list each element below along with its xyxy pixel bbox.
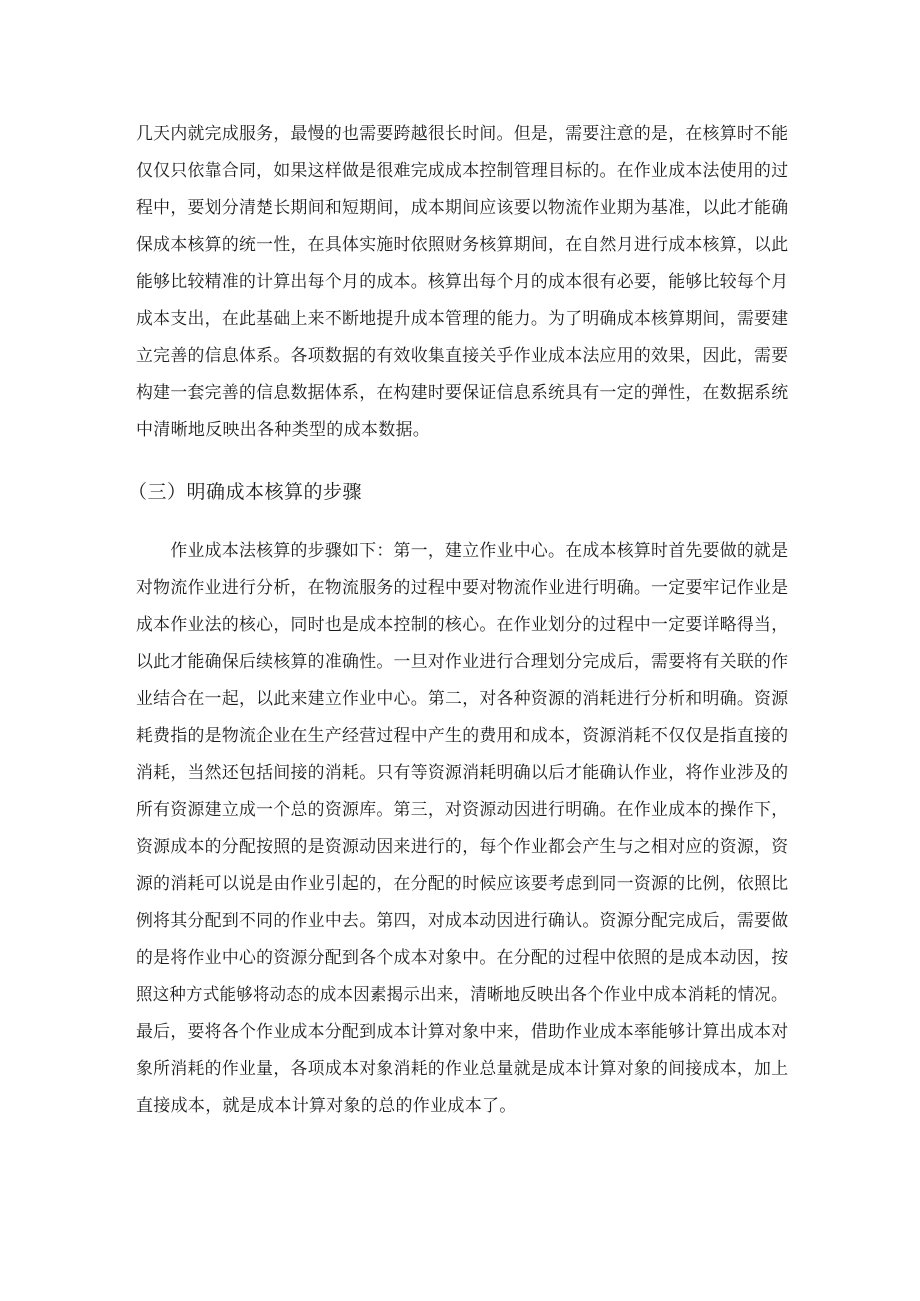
paragraph-2-line-1: 作业成本法核算的步骤如下：第一，建立作业中心。在成本核算时首先要做的就是 xyxy=(136,541,789,561)
paragraph-1-line-9: 中清晰地反映出各种类型的成本数据。 xyxy=(136,420,431,440)
paragraph-2-line-14: 最后，要将各个作业成本分配到成本计算对象中来，借助作业成本率能够计算出成本对 xyxy=(136,1022,789,1042)
paragraph-2-line-11: 例将其分配到不同的作业中去。第四，对成本动因进行确认。资源分配完成后，需要做 xyxy=(136,911,789,931)
paragraph-1-line-1: 几天内就完成服务，最慢的也需要跨越很长时间。但是，需要注意的是，在核算时不能 xyxy=(136,124,789,144)
paragraph-2-line-5: 业结合在一起，以此来建立作业中心。第二，对各种资源的消耗进行分析和明确。资源 xyxy=(136,689,789,709)
section-heading: （三）明确成本核算的步骤 xyxy=(128,481,363,503)
paragraph-1-line-6: 成本支出，在此基础上来不断地提升成本管理的能力。为了明确成本核算期间，需要建 xyxy=(136,309,789,329)
paragraph-1-line-7: 立完善的信息体系。各项数据的有效收集直接关乎作业成本法应用的效果，因此，需要 xyxy=(136,346,789,366)
paragraph-2-line-10: 源的消耗可以说是由作业引起的，在分配的时候应该要考虑到同一资源的比例，依照比 xyxy=(136,874,789,894)
paragraph-1-line-2: 仅仅只依靠合同，如果这样做是很难完成成本控制管理目标的。在作业成本法使用的过 xyxy=(136,161,789,181)
paragraph-1-line-3: 程中，要划分清楚长期间和短期间，成本期间应该要以物流作业期为基准，以此才能确 xyxy=(136,198,789,218)
paragraph-2-line-16: 直接成本，就是成本计算对象的总的作业成本了。 xyxy=(136,1096,517,1116)
paragraph-2-line-15: 象所消耗的作业量，各项成本对象消耗的作业总量就是成本计算对象的间接成本，加上 xyxy=(136,1059,789,1079)
paragraph-2-line-4: 以此才能确保后续核算的准确性。一旦对作业进行合理划分完成后，需要将有关联的作 xyxy=(136,652,789,672)
paragraph-1-line-8: 构建一套完善的信息数据体系，在构建时要保证信息系统具有一定的弹性，在数据系统 xyxy=(136,383,789,403)
paragraph-2-line-2: 对物流作业进行分析，在物流服务的过程中要对物流作业进行明确。一定要牢记作业是 xyxy=(136,578,789,598)
paragraph-2-line-3: 成本作业法的核心，同时也是成本控制的核心。在作业划分的过程中一定要详略得当， xyxy=(136,615,789,635)
paragraph-2-line-13: 照这种方式能够将动态的成本因素揭示出来，清晰地反映出各个作业中成本消耗的情况。 xyxy=(136,985,788,1005)
paragraph-1-line-5: 能够比较精准的计算出每个月的成本。核算出每个月的成本很有必要，能够比较每个月 xyxy=(136,272,789,292)
paragraph-2-line-8: 所有资源建立成一个总的资源库。第三，对资源动因进行明确。在作业成本的操作下， xyxy=(136,800,789,820)
paragraph-1-line-4: 保成本核算的统一性，在具体实施时依照财务核算期间，在自然月进行成本核算，以此 xyxy=(136,235,789,255)
paragraph-2-line-9: 资源成本的分配按照的是资源动因来进行的，每个作业都会产生与之相对应的资源，资 xyxy=(136,837,789,857)
paragraph-2-line-12: 的是将作业中心的资源分配到各个成本对象中。在分配的过程中依照的是成本动因，按 xyxy=(136,948,789,968)
paragraph-2-line-6: 耗费指的是物流企业在生产经营过程中产生的费用和成本，资源消耗不仅仅是指直接的 xyxy=(136,726,789,746)
paragraph-2-line-7: 消耗，当然还包括间接的消耗。只有等资源消耗明确以后才能确认作业，将作业涉及的 xyxy=(136,763,789,783)
